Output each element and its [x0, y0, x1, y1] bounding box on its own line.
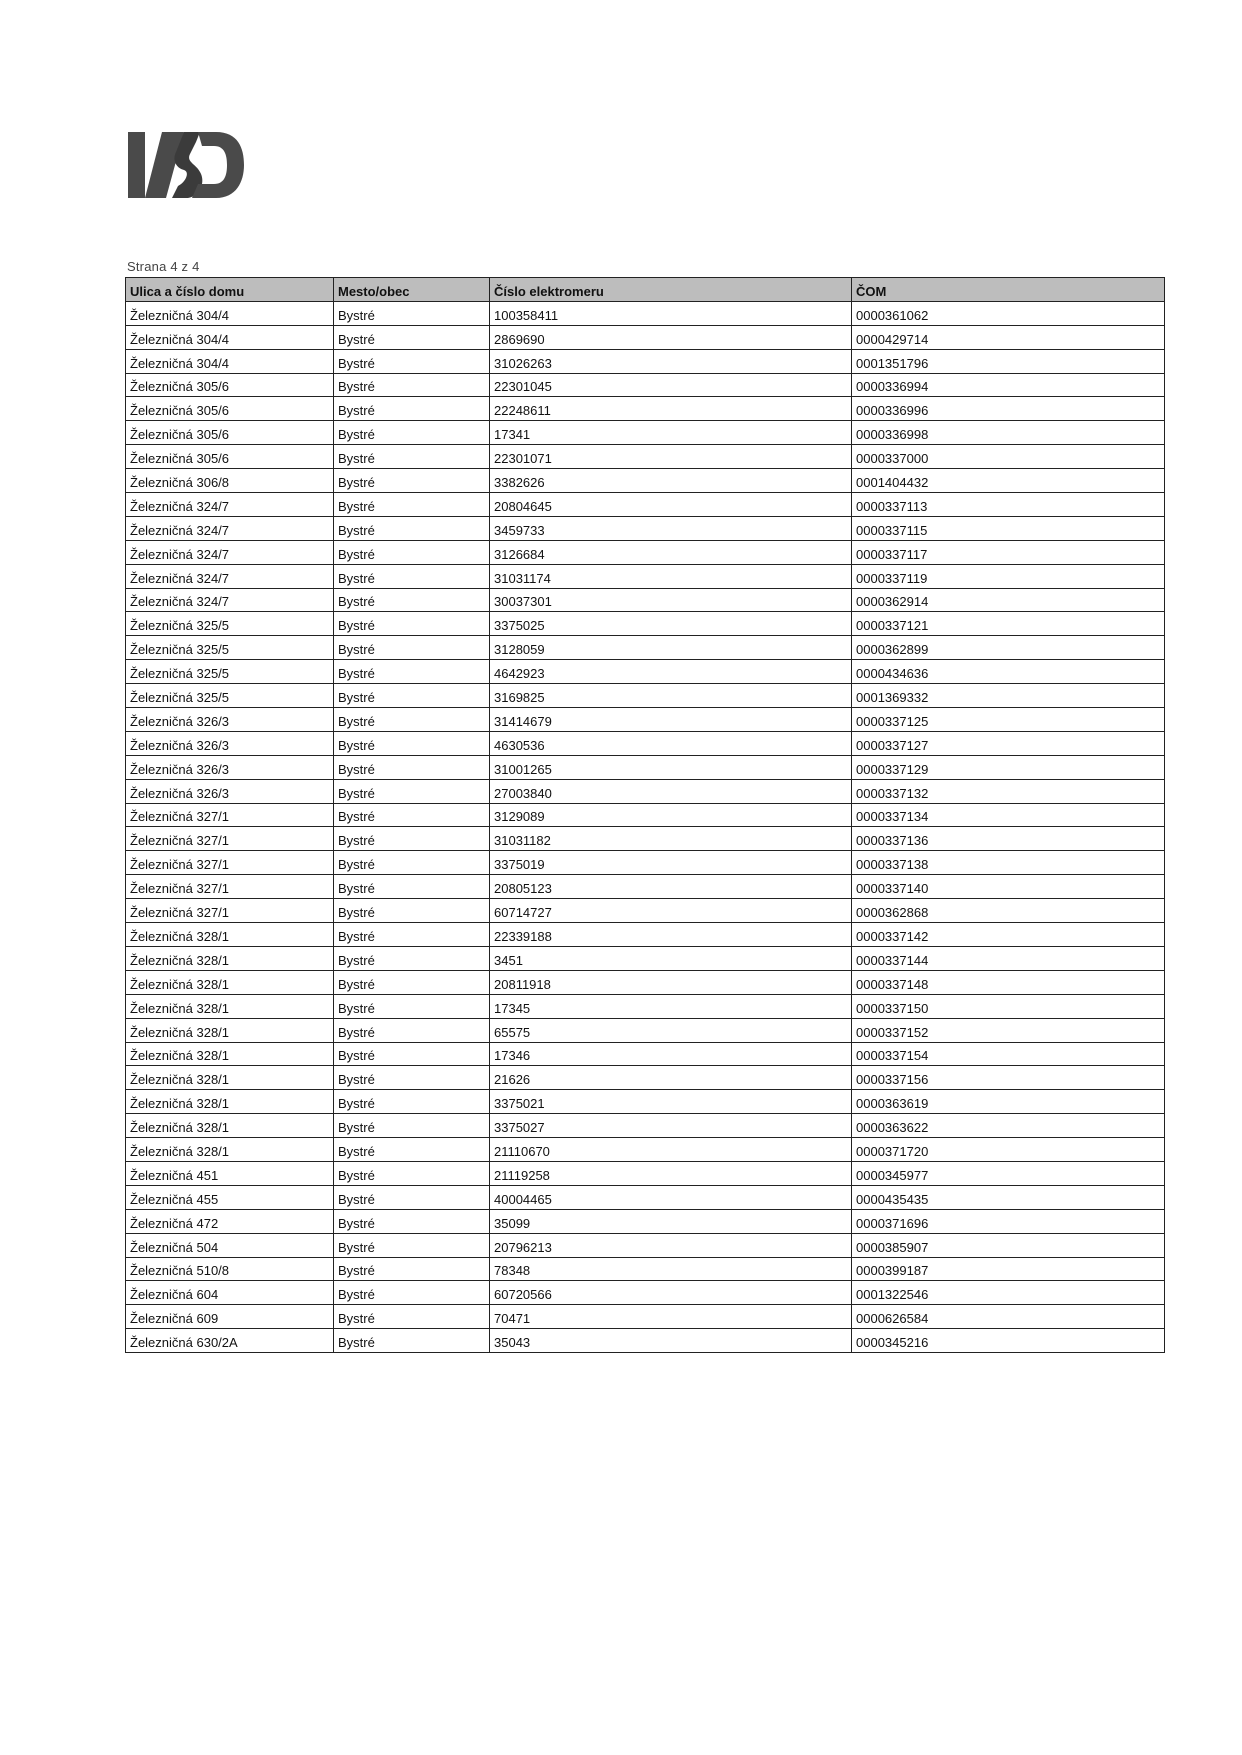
cell-com: 0000337115	[852, 516, 1165, 540]
table-row	[126, 493, 1165, 517]
cell-com: 0000337127	[852, 731, 1165, 755]
table-row	[126, 1114, 1165, 1138]
table-row	[126, 684, 1165, 708]
cell-town: Bystré	[334, 516, 490, 540]
table-row	[126, 1329, 1165, 1353]
table-row	[126, 612, 1165, 636]
table-row	[126, 755, 1165, 779]
cell-com: 0000337117	[852, 540, 1165, 564]
table-row	[126, 421, 1165, 445]
cell-com: 0000361062	[852, 301, 1165, 325]
cell-com: 0000434636	[852, 660, 1165, 684]
table-row	[126, 1185, 1165, 1209]
cell-street: Železničná 451	[126, 1161, 334, 1185]
cell-com: 0000399187	[852, 1257, 1165, 1281]
cell-town: Bystré	[334, 1233, 490, 1257]
cell-meter-number: 3375019	[490, 851, 852, 875]
cell-town: Bystré	[334, 1114, 490, 1138]
cell-com: 0000336994	[852, 373, 1165, 397]
table-row	[126, 923, 1165, 947]
table-row	[126, 731, 1165, 755]
cell-street: Železničná 504	[126, 1233, 334, 1257]
cell-com: 0000337121	[852, 612, 1165, 636]
cell-street: Železničná 328/1	[126, 994, 334, 1018]
table-row	[126, 1209, 1165, 1233]
cell-com: 0001369332	[852, 684, 1165, 708]
cell-com: 0000371696	[852, 1209, 1165, 1233]
electricity-meters-table	[125, 277, 1165, 1353]
header-town: Mesto/obec	[334, 278, 490, 302]
cell-street: Železničná 328/1	[126, 1138, 334, 1162]
table-row	[126, 1018, 1165, 1042]
company-logo	[126, 130, 246, 200]
cell-meter-number: 31031182	[490, 827, 852, 851]
cell-town: Bystré	[334, 1281, 490, 1305]
cell-meter-number: 21110670	[490, 1138, 852, 1162]
table-row	[126, 1281, 1165, 1305]
table-row	[126, 994, 1165, 1018]
cell-meter-number: 20811918	[490, 970, 852, 994]
table-row	[126, 1305, 1165, 1329]
table-row	[126, 1233, 1165, 1257]
cell-town: Bystré	[334, 779, 490, 803]
cell-meter-number: 22301071	[490, 445, 852, 469]
cell-street: Železničná 326/3	[126, 731, 334, 755]
cell-meter-number: 20804645	[490, 493, 852, 517]
cell-town: Bystré	[334, 684, 490, 708]
cell-town: Bystré	[334, 493, 490, 517]
cell-com: 0000626584	[852, 1305, 1165, 1329]
cell-street: Železničná 326/3	[126, 779, 334, 803]
cell-com: 0000362899	[852, 636, 1165, 660]
cell-com: 0000337142	[852, 923, 1165, 947]
cell-street: Železničná 328/1	[126, 946, 334, 970]
cell-town: Bystré	[334, 1042, 490, 1066]
cell-street: Železničná 325/5	[126, 660, 334, 684]
table-body	[126, 301, 1165, 1352]
table-row	[126, 1161, 1165, 1185]
cell-street: Železničná 305/6	[126, 421, 334, 445]
cell-com: 0000337156	[852, 1066, 1165, 1090]
cell-street: Železničná 328/1	[126, 1042, 334, 1066]
cell-town: Bystré	[334, 755, 490, 779]
cell-street: Železničná 324/7	[126, 516, 334, 540]
header-street-and-number: Ulica a číslo domu	[126, 278, 334, 302]
table-row	[126, 397, 1165, 421]
cell-town: Bystré	[334, 1138, 490, 1162]
table-row	[126, 469, 1165, 493]
cell-meter-number: 78348	[490, 1257, 852, 1281]
cell-meter-number: 22339188	[490, 923, 852, 947]
cell-com: 0000363622	[852, 1114, 1165, 1138]
cell-street: Železničná 306/8	[126, 469, 334, 493]
table-row	[126, 588, 1165, 612]
cell-meter-number: 31026263	[490, 349, 852, 373]
cell-meter-number: 22301045	[490, 373, 852, 397]
cell-meter-number: 3375021	[490, 1090, 852, 1114]
cell-com: 0000337148	[852, 970, 1165, 994]
cell-meter-number: 3126684	[490, 540, 852, 564]
cell-meter-number: 27003840	[490, 779, 852, 803]
cell-street: Železničná 472	[126, 1209, 334, 1233]
cell-street: Železničná 304/4	[126, 325, 334, 349]
cell-meter-number: 4642923	[490, 660, 852, 684]
cell-town: Bystré	[334, 803, 490, 827]
cell-meter-number: 31001265	[490, 755, 852, 779]
cell-meter-number: 3128059	[490, 636, 852, 660]
cell-street: Železničná 324/7	[126, 493, 334, 517]
cell-com: 0000337144	[852, 946, 1165, 970]
cell-meter-number: 3375025	[490, 612, 852, 636]
cell-com: 0000337132	[852, 779, 1165, 803]
cell-meter-number: 40004465	[490, 1185, 852, 1209]
table-row	[126, 564, 1165, 588]
cell-town: Bystré	[334, 301, 490, 325]
cell-meter-number: 3451	[490, 946, 852, 970]
cell-street: Železničná 304/4	[126, 301, 334, 325]
cell-street: Železničná 305/6	[126, 373, 334, 397]
cell-com: 0000345216	[852, 1329, 1165, 1353]
cell-town: Bystré	[334, 1209, 490, 1233]
table-row	[126, 827, 1165, 851]
cell-town: Bystré	[334, 1090, 490, 1114]
cell-com: 0000337150	[852, 994, 1165, 1018]
cell-town: Bystré	[334, 612, 490, 636]
cell-street: Železničná 325/5	[126, 636, 334, 660]
page-number-label: Strana 4 z 4	[127, 259, 200, 274]
cell-com: 0001351796	[852, 349, 1165, 373]
cell-town: Bystré	[334, 851, 490, 875]
cell-meter-number: 22248611	[490, 397, 852, 421]
cell-town: Bystré	[334, 1018, 490, 1042]
cell-town: Bystré	[334, 994, 490, 1018]
cell-street: Železničná 609	[126, 1305, 334, 1329]
cell-meter-number: 21626	[490, 1066, 852, 1090]
cell-com: 0000345977	[852, 1161, 1165, 1185]
cell-meter-number: 35099	[490, 1209, 852, 1233]
cell-town: Bystré	[334, 899, 490, 923]
cell-town: Bystré	[334, 397, 490, 421]
table-row	[126, 1066, 1165, 1090]
cell-street: Železničná 326/3	[126, 755, 334, 779]
cell-street: Železničná 328/1	[126, 1018, 334, 1042]
cell-street: Železničná 327/1	[126, 875, 334, 899]
cell-com: 0000337113	[852, 493, 1165, 517]
cell-town: Bystré	[334, 421, 490, 445]
cell-street: Železničná 328/1	[126, 1066, 334, 1090]
cell-com: 0000429714	[852, 325, 1165, 349]
cell-street: Železničná 327/1	[126, 851, 334, 875]
cell-town: Bystré	[334, 660, 490, 684]
table-row	[126, 875, 1165, 899]
cell-town: Bystré	[334, 1305, 490, 1329]
cell-street: Železničná 455	[126, 1185, 334, 1209]
table-row	[126, 779, 1165, 803]
table-row	[126, 636, 1165, 660]
cell-street: Železničná 304/4	[126, 349, 334, 373]
cell-com: 0000337138	[852, 851, 1165, 875]
cell-meter-number: 100358411	[490, 301, 852, 325]
cell-street: Železničná 327/1	[126, 899, 334, 923]
cell-town: Bystré	[334, 1185, 490, 1209]
cell-meter-number: 30037301	[490, 588, 852, 612]
cell-street: Železničná 604	[126, 1281, 334, 1305]
cell-meter-number: 3459733	[490, 516, 852, 540]
table-row	[126, 970, 1165, 994]
cell-meter-number: 2869690	[490, 325, 852, 349]
table-row	[126, 899, 1165, 923]
table-row	[126, 660, 1165, 684]
table-header-row	[126, 278, 1165, 302]
cell-meter-number: 20805123	[490, 875, 852, 899]
cell-com: 0000337134	[852, 803, 1165, 827]
cell-street: Železničná 305/6	[126, 445, 334, 469]
table-row	[126, 1257, 1165, 1281]
cell-meter-number: 31031174	[490, 564, 852, 588]
cell-meter-number: 31414679	[490, 708, 852, 732]
table-row	[126, 708, 1165, 732]
cell-street: Železničná 305/6	[126, 397, 334, 421]
cell-com: 0001404432	[852, 469, 1165, 493]
cell-com: 0000371720	[852, 1138, 1165, 1162]
cell-com: 0000337152	[852, 1018, 1165, 1042]
cell-com: 0000337000	[852, 445, 1165, 469]
cell-com: 0000337125	[852, 708, 1165, 732]
cell-street: Železničná 325/5	[126, 612, 334, 636]
cell-street: Železničná 324/7	[126, 540, 334, 564]
cell-street: Železničná 328/1	[126, 1090, 334, 1114]
cell-com: 0000362914	[852, 588, 1165, 612]
cell-street: Železničná 326/3	[126, 708, 334, 732]
cell-meter-number: 35043	[490, 1329, 852, 1353]
cell-meter-number: 17345	[490, 994, 852, 1018]
cell-street: Železničná 327/1	[126, 827, 334, 851]
cell-town: Bystré	[334, 540, 490, 564]
header-meter-number: Číslo elektromeru	[490, 278, 852, 302]
cell-street: Železničná 328/1	[126, 923, 334, 947]
cell-town: Bystré	[334, 445, 490, 469]
cell-meter-number: 65575	[490, 1018, 852, 1042]
table-row	[126, 851, 1165, 875]
table-row	[126, 1090, 1165, 1114]
cell-street: Železničná 328/1	[126, 1114, 334, 1138]
cell-town: Bystré	[334, 708, 490, 732]
cell-street: Železničná 328/1	[126, 970, 334, 994]
table-row	[126, 803, 1165, 827]
table-row	[126, 445, 1165, 469]
cell-meter-number: 60714727	[490, 899, 852, 923]
cell-town: Bystré	[334, 588, 490, 612]
cell-meter-number: 17346	[490, 1042, 852, 1066]
cell-town: Bystré	[334, 325, 490, 349]
cell-com: 0001322546	[852, 1281, 1165, 1305]
cell-town: Bystré	[334, 564, 490, 588]
cell-com: 0000362868	[852, 899, 1165, 923]
cell-com: 0000363619	[852, 1090, 1165, 1114]
table-row	[126, 540, 1165, 564]
cell-com: 0000337119	[852, 564, 1165, 588]
cell-town: Bystré	[334, 1257, 490, 1281]
table-row	[126, 301, 1165, 325]
header-com: ČOM	[852, 278, 1165, 302]
table-row	[126, 1138, 1165, 1162]
cell-town: Bystré	[334, 1329, 490, 1353]
cell-street: Železničná 630/2A	[126, 1329, 334, 1353]
cell-com: 0000336998	[852, 421, 1165, 445]
cell-meter-number: 60720566	[490, 1281, 852, 1305]
table-row	[126, 946, 1165, 970]
cell-street: Železničná 327/1	[126, 803, 334, 827]
cell-com: 0000337136	[852, 827, 1165, 851]
cell-meter-number: 70471	[490, 1305, 852, 1329]
cell-town: Bystré	[334, 373, 490, 397]
cell-town: Bystré	[334, 731, 490, 755]
cell-meter-number: 17341	[490, 421, 852, 445]
cell-town: Bystré	[334, 469, 490, 493]
cell-meter-number: 3169825	[490, 684, 852, 708]
cell-meter-number: 3382626	[490, 469, 852, 493]
cell-town: Bystré	[334, 923, 490, 947]
cell-street: Železničná 325/5	[126, 684, 334, 708]
cell-town: Bystré	[334, 1161, 490, 1185]
cell-com: 0000337140	[852, 875, 1165, 899]
cell-com: 0000336996	[852, 397, 1165, 421]
table-row	[126, 325, 1165, 349]
cell-town: Bystré	[334, 636, 490, 660]
table-row	[126, 349, 1165, 373]
cell-town: Bystré	[334, 970, 490, 994]
cell-town: Bystré	[334, 827, 490, 851]
table-row	[126, 1042, 1165, 1066]
cell-com: 0000435435	[852, 1185, 1165, 1209]
cell-meter-number: 21119258	[490, 1161, 852, 1185]
cell-com: 0000385907	[852, 1233, 1165, 1257]
cell-meter-number: 4630536	[490, 731, 852, 755]
cell-com: 0000337154	[852, 1042, 1165, 1066]
cell-street: Železničná 510/8	[126, 1257, 334, 1281]
cell-com: 0000337129	[852, 755, 1165, 779]
cell-town: Bystré	[334, 875, 490, 899]
cell-street: Železničná 324/7	[126, 564, 334, 588]
table-row	[126, 373, 1165, 397]
table-row	[126, 516, 1165, 540]
cell-town: Bystré	[334, 946, 490, 970]
cell-meter-number: 20796213	[490, 1233, 852, 1257]
cell-meter-number: 3129089	[490, 803, 852, 827]
cell-street: Železničná 324/7	[126, 588, 334, 612]
cell-meter-number: 3375027	[490, 1114, 852, 1138]
cell-town: Bystré	[334, 1066, 490, 1090]
cell-town: Bystré	[334, 349, 490, 373]
